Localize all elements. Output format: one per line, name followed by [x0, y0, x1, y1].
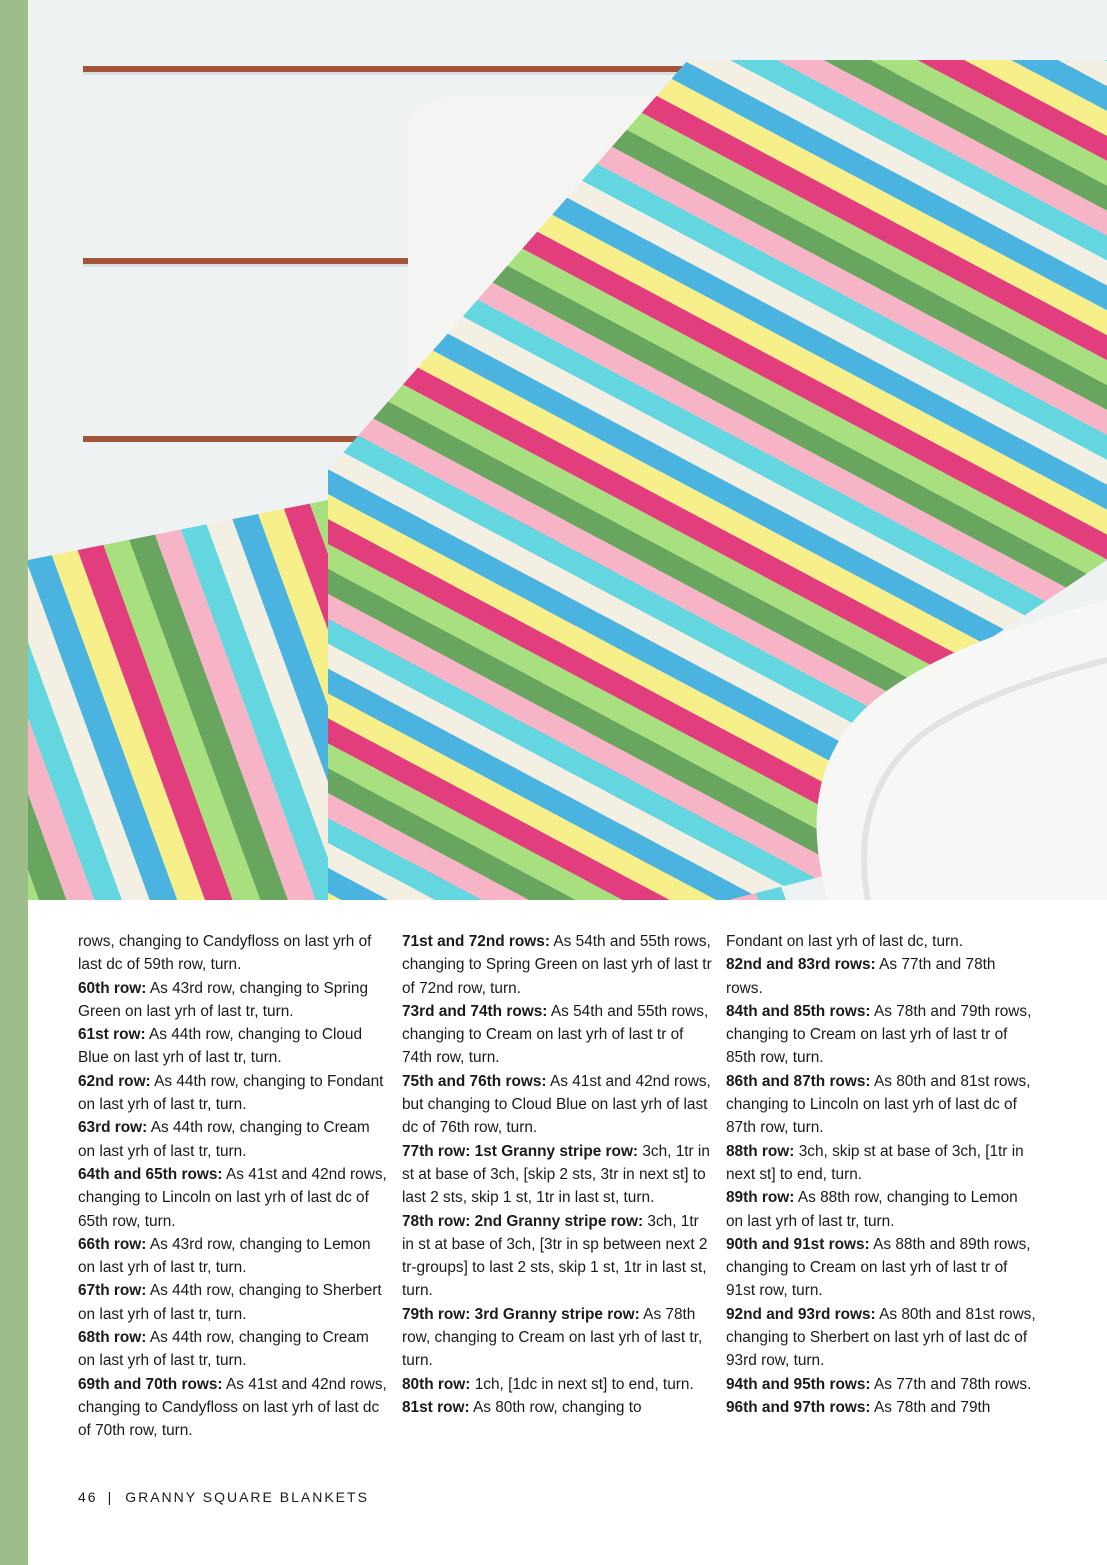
row-text: As 80th row, changing to [469, 1398, 642, 1416]
row-text: 3ch, 1tr in st at base of 3ch, [3tr in sp between next 2 tr-groups] to last 2 sts, skip 1 st, 1tr in last st, turn. [402, 1212, 708, 1300]
instruction-paragraph [78, 1279, 388, 1326]
row-label: 68th row: [78, 1329, 147, 1347]
row-label: 92nd and 93rd rows: [726, 1305, 876, 1323]
row-text: As 44th row, changing to Sherbert on last yrh of last tr, turn. [78, 1282, 382, 1323]
row-text: As 77th and 78th rows. [870, 1375, 1032, 1393]
row-label: 78th row: 2nd Granny stripe row: [402, 1212, 644, 1230]
instruction-paragraph [726, 1396, 1036, 1419]
row-text: As 44th row, changing to Cloud Blue on last yrh of last tr, turn. [78, 1026, 363, 1067]
instruction-paragraph [726, 1373, 1036, 1396]
instruction-paragraph [726, 1140, 1036, 1187]
row-text: As 77th and 78th rows. [726, 956, 996, 997]
instruction-paragraph [726, 1186, 1036, 1233]
instruction-paragraph [402, 1303, 712, 1373]
crochet-blanket-illustration [28, 0, 1107, 900]
instruction-paragraph [78, 1233, 388, 1280]
row-text: As 44th row, changing to Cream on last yrh of last tr, turn. [78, 1329, 369, 1370]
row-label: 96th and 97th rows: [726, 1398, 871, 1416]
row-text: As 41st and 42nd rows, changing to Lincoln on last yrh of last dc of 65th row, turn. [78, 1165, 387, 1230]
row-label: 81st row: [402, 1398, 470, 1416]
row-text: As 54th and 55th rows, changing to Cream on last yrh of last tr of 74th row, turn. [402, 1002, 709, 1067]
row-text: As 43rd row, changing to Lemon on last yrh of last tr, turn. [78, 1235, 371, 1277]
instruction-paragraph [726, 1303, 1036, 1373]
row-label: 82nd and 83rd rows: [726, 956, 876, 974]
instruction-paragraph [402, 1210, 712, 1303]
row-label: 77th row: 1st Granny stripe row: [402, 1142, 639, 1160]
row-label: 79th row: 3rd Granny stripe row: [402, 1305, 640, 1323]
row-label: 71st and 72nd rows: [402, 933, 550, 950]
instruction-paragraph [78, 977, 388, 1024]
row-label: 60th row: [78, 979, 147, 997]
instruction-paragraph [726, 953, 1036, 1000]
page-number: 46 [78, 1489, 98, 1505]
row-text: As 78th and 79th rows, changing to Cream on last yrh of last tr of 85th row, turn. [726, 1002, 1032, 1067]
row-text: 1ch, [1dc in next st] to end, turn. [470, 1375, 694, 1393]
row-label: 84th and 85th rows: [726, 1002, 871, 1020]
row-text: As 44th row, changing to Cream on last yrh of last tr, turn. [78, 1119, 370, 1160]
page-footer [78, 1489, 369, 1505]
row-label: 90th and 91st rows: [726, 1235, 870, 1253]
instruction-paragraph [402, 1070, 712, 1140]
row-text: As 88th and 89th rows, changing to Cream on last yrh of last tr of 91st row, turn. [726, 1235, 1031, 1300]
row-label: 86th and 87th rows: [726, 1072, 871, 1090]
instruction-paragraph [78, 1163, 388, 1233]
instruction-paragraph [78, 1373, 388, 1443]
row-label: 63rd row: [78, 1119, 148, 1137]
row-text: Fondant on last yrh of last dc, turn. [726, 933, 963, 950]
row-label: 94th and 95th rows: [726, 1375, 871, 1393]
instruction-paragraph [78, 1326, 388, 1373]
row-text: As 78th and 79th [870, 1398, 991, 1416]
row-label: 89th row: [726, 1189, 795, 1207]
publication-title: GRANNY SQUARE BLANKETS [125, 1489, 369, 1505]
instruction-paragraph [78, 930, 388, 977]
instruction-paragraph [726, 1070, 1036, 1140]
footer-separator: | [107, 1489, 114, 1505]
row-text: rows, changing to Candyfloss on last yrh of last dc of 59th row, turn. [78, 933, 372, 974]
instructions-column-3 [726, 930, 1036, 1419]
row-label: 61st row: [78, 1026, 146, 1044]
row-text: As 43rd row, changing to Spring Green on last yrh of last tr, turn. [78, 979, 369, 1020]
row-text: As 80th and 81st rows, changing to Lincoln on last yrh of last dc of 87th row, turn. [726, 1072, 1031, 1137]
row-label: 67th row: [78, 1282, 147, 1300]
row-text: As 54th and 55th rows, changing to Spring Green on last yrh of last tr of 72nd row, turn. [402, 933, 712, 997]
row-label: 80th row: [402, 1375, 471, 1393]
instruction-paragraph [78, 1023, 388, 1070]
row-label: 73rd and 74th rows: [402, 1002, 548, 1020]
instruction-paragraph [78, 1070, 388, 1117]
row-text: 3ch, skip st at base of 3ch, [1tr in next st] to end, turn. [726, 1142, 1024, 1183]
instruction-paragraph [726, 1000, 1036, 1070]
row-text: As 88th row, changing to Lemon on last yrh of last tr, turn. [726, 1189, 1018, 1230]
row-label: 66th row: [78, 1235, 147, 1253]
row-label: 69th and 70th rows: [78, 1375, 223, 1393]
instructions-column-2 [402, 930, 712, 1419]
row-text: As 41st and 42nd rows, changing to Candyfloss on last yrh of last dc of 70th row, turn. [78, 1375, 387, 1440]
row-text: As 78th row, changing to Cream on last yrh of last tr, turn. [402, 1305, 703, 1370]
instruction-paragraph [402, 930, 712, 1000]
instruction-paragraph [78, 1116, 388, 1163]
row-label: 64th and 65th rows: [78, 1165, 223, 1183]
instruction-paragraph [726, 1233, 1036, 1303]
instruction-paragraph [402, 1373, 712, 1396]
row-text: As 41st and 42nd rows, but changing to Cloud Blue on last yrh of last dc of 76th row, turn. [402, 1072, 711, 1137]
instructions-column-1 [78, 930, 388, 1443]
row-text: As 80th and 81st rows, changing to Sherbert on last yrh of last dc of 93rd row, turn. [726, 1305, 1036, 1370]
instruction-paragraph [726, 930, 1036, 953]
row-label: 88th row: [726, 1142, 795, 1160]
row-text: 3ch, 1tr in st at base of 3ch, [skip 2 sts, 3tr in next st] to last 2 sts, skip 1 st, 1tr in last st, turn. [402, 1142, 710, 1207]
instruction-paragraph [402, 1140, 712, 1210]
row-text: As 44th row, changing to Fondant on last yrh of last tr, turn. [78, 1072, 384, 1114]
blanket-photo [28, 0, 1107, 900]
instruction-paragraph [402, 1396, 712, 1419]
instruction-paragraph [402, 1000, 712, 1070]
side-color-band [0, 0, 28, 1565]
row-label: 75th and 76th rows: [402, 1072, 547, 1090]
row-label: 62nd row: [78, 1072, 151, 1090]
